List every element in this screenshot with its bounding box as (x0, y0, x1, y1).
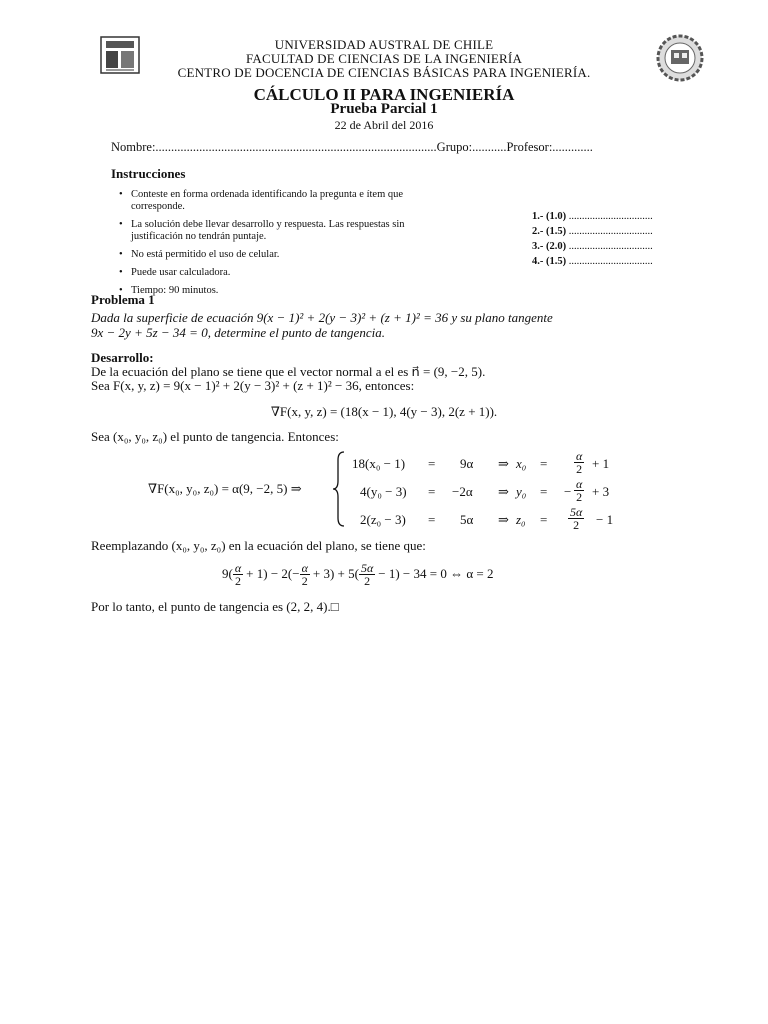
row-right: 9α (460, 456, 474, 471)
fraction-denominator: 2 (364, 573, 371, 588)
eq-part: 9( (222, 566, 233, 581)
system-lhs: ∇F(x₀, y₀, z₀) = α(9, −2, 5) ⇒ (148, 481, 302, 496)
row-eq: = (428, 512, 436, 527)
eq-part: + 3) + 5( (312, 566, 359, 581)
score-row (532, 256, 702, 271)
row-left: 4(y₀ − 3) (360, 484, 407, 499)
score-row (532, 241, 702, 256)
faculty-name: FACULTAD DE CIENCIAS DE LA INGENIERÍA (245, 51, 523, 66)
row-implies: ⇒ (498, 512, 509, 527)
row-fraction (574, 478, 584, 503)
instructions-heading: Instrucciones (111, 166, 186, 181)
row-right: 5α (460, 512, 474, 527)
row-right: −2α (452, 484, 473, 499)
score-row (532, 226, 702, 241)
solution-heading: Desarrollo: (91, 350, 154, 365)
fraction (300, 562, 310, 587)
conclusion: Por lo tanto, el punto de tangencia es (2, 2, 4).□ (91, 599, 339, 614)
system-row (352, 450, 622, 478)
test-title: Prueba Parcial 1 (330, 101, 438, 117)
gradient-equation: ∇F(x, y, z) = (18(x − 1), 4(y − 3), 2(z + 1)). (270, 404, 498, 419)
solution-line-3: Sea (x₀, y₀, z₀) el punto de tangencia. Entonces: (91, 429, 339, 444)
score-points: (2.0) (546, 241, 567, 252)
row-eq2: = (540, 512, 548, 527)
score-label: 3.- (532, 241, 544, 252)
row-tail: + 3 (592, 484, 610, 499)
score-points: (1.5) (546, 256, 567, 267)
row-var: z₀ (516, 512, 526, 527)
solution-line-4: Reemplazando (x₀, y₀, z₀) en la ecuación del plano, se tiene que: (91, 538, 426, 553)
fraction (233, 562, 243, 587)
score-dots: ................................ (568, 256, 653, 267)
solution-line-1: De la ecuación del plano se tiene que el vector normal a el es n⃗ = (9, −2, 5). (91, 364, 486, 379)
row-var: y₀ (516, 484, 527, 499)
score-table (532, 211, 702, 271)
fraction-denominator: 2 (235, 573, 241, 588)
instruction-item: • Tiempo: 90 minutos. (117, 285, 447, 297)
row-eq: = (428, 456, 436, 471)
fraction-numerator: α (576, 477, 583, 491)
solution-line-2: Sea F(x, y, z) = 9(x − 1)² + 2(y − 3)² + (z + 1)² − 36, entonces: (91, 378, 415, 393)
fraction-denominator: 2 (573, 518, 580, 532)
row-var: x₀ (516, 456, 527, 471)
problem-statement-2: 9x − 2y + 5z − 34 = 0, determine el punto de tangencia. (91, 325, 385, 340)
score-label: 2.- (532, 226, 544, 237)
row-fraction (574, 450, 584, 475)
row-eq2: = (540, 484, 548, 499)
row-left: 18(x₀ − 1) (352, 456, 406, 471)
replace-equation (222, 559, 493, 589)
score-label: 1.- (532, 211, 544, 222)
fraction-denominator: 2 (576, 490, 583, 504)
fraction-numerator: α (234, 560, 242, 575)
score-row (532, 211, 702, 226)
row-tail: − 1 (596, 512, 614, 527)
university-name: UNIVERSIDAD AUSTRAL DE CHILE (274, 37, 494, 52)
eq-part: + 1) − 2(− (246, 566, 300, 581)
row-fraction (568, 506, 584, 531)
fraction-denominator: 2 (301, 573, 308, 588)
course-title: CÁLCULO II PARA INGENIERÍA (253, 85, 515, 104)
score-points: (1.0) (546, 211, 567, 222)
system-rows (352, 450, 622, 534)
instructions-list (117, 189, 447, 303)
exam-date: 22 de Abril del 2016 (334, 118, 434, 132)
row-eq: = (428, 484, 436, 499)
system-row (352, 478, 622, 506)
fraction (359, 562, 375, 587)
fraction-numerator: 5α (570, 505, 583, 519)
score-dots: ................................ (568, 226, 653, 237)
fraction-numerator: α (576, 449, 583, 463)
center-name: CENTRO DE DOCENCIA DE CIENCIAS BÁSICAS PARA INGENIERÍA. (177, 65, 591, 80)
name-line: Nombre:..........................................................................................Grupo:...........Profesor:............. (111, 140, 593, 154)
score-points: (1.5) (546, 226, 567, 237)
instruction-item: • Conteste en forma ordenada identificando la pregunta e ítem que corresponde. (117, 189, 447, 213)
fraction-denominator: 2 (576, 462, 583, 476)
fraction-numerator: α (301, 560, 308, 575)
score-dots: ................................ (568, 241, 653, 252)
fraction-numerator: 5α (360, 560, 374, 575)
row-implies: ⇒ (498, 484, 509, 499)
eq-part: − 1) − 34 = 0 ⇔ α = 2 (378, 566, 494, 581)
instruction-item: • La solución debe llevar desarrollo y respuesta. Las respuestas sin justificación no tendrán puntaje. (117, 219, 447, 243)
problem-heading: Problema 1 (91, 292, 155, 307)
system-row (352, 506, 622, 534)
row-eq2: = (540, 456, 548, 471)
score-dots: ................................ (568, 211, 653, 222)
row-left: 2(z₀ − 3) (360, 512, 406, 527)
row-tail: + 1 (592, 456, 610, 471)
row-implies: ⇒ (498, 456, 509, 471)
score-label: 4.- (532, 256, 544, 267)
instruction-item: • Puede usar calculadora. (117, 267, 447, 279)
problem-statement-1: Dada la superficie de ecuación 9(x − 1)² + 2(y − 3)² + (z + 1)² = 36 y su plano tangente (91, 310, 553, 325)
instruction-item: • No está permitido el uso de celular. (117, 249, 447, 261)
row-sign: − (564, 484, 572, 499)
left-brace (332, 450, 346, 533)
